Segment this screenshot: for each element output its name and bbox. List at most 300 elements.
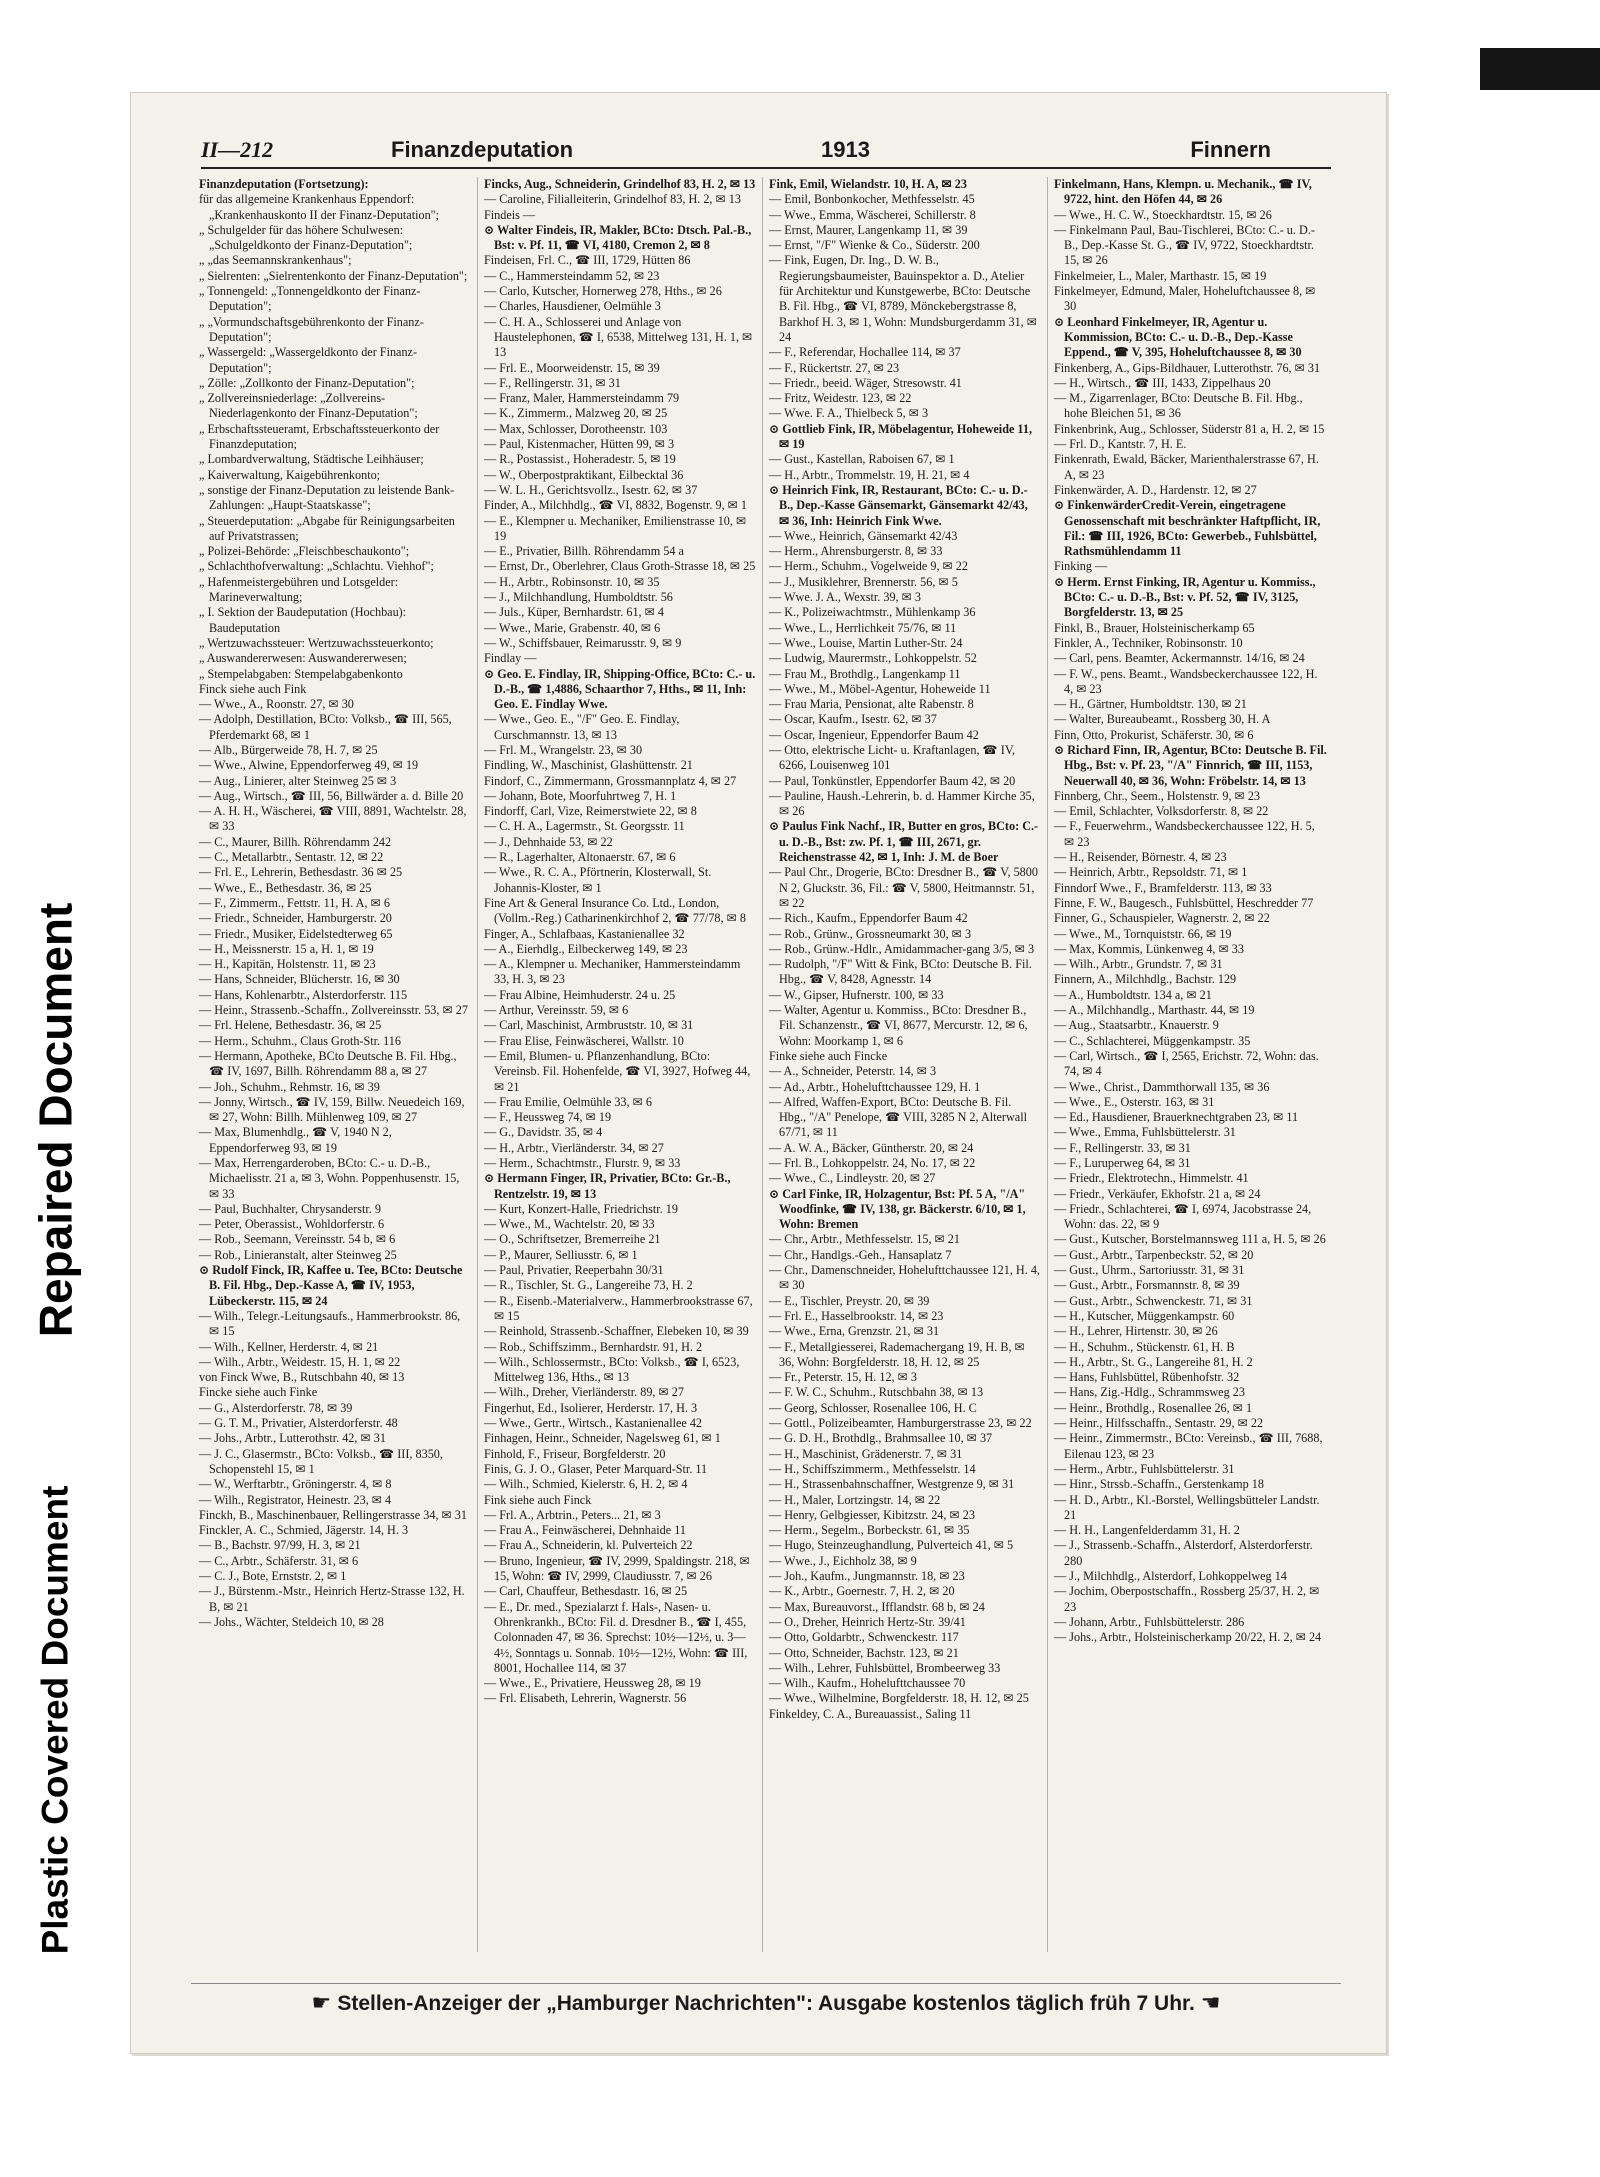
directory-entry: — Georg, Schlosser, Rosenallee 106, H. C [769, 1400, 977, 1415]
directory-entry: Finis, G. J. O., Glaser, Peter Marquard-Str. 11 [484, 1461, 708, 1476]
directory-entry: — F., Metallgiesserei, Rademachergang 19, H. B, ✉ 36, Wohn: Borgfelderstr. 18, H. 12, ✉ 25 [769, 1339, 1025, 1369]
directory-entry: Finne, F. W., Baugesch., Fuhlsbüttel, Heschredder 77 [1054, 895, 1314, 910]
directory-entry: — Chr., Handlgs.-Geh., Hansaplatz 7 [769, 1247, 952, 1262]
directory-entry: — Carl, pens. Beamter, Ackermannstr. 14/16, ✉ 24 [1054, 651, 1305, 666]
directory-entry: ⊙ FinkenwärderCredit-Verein, eingetragene Genossenschaft mit beschränkter Haftpflicht, IR, Fil.: ☎ III, 1926, BCto: Gewerbeb., Fuhlsbüttel, Rathsmühlendamm 11 [1054, 498, 1321, 559]
directory-entry: — Wwe., L., Herrlichkeit 75/76, ✉ 11 [769, 620, 957, 635]
directory-entry: — Frau M., Brothdlg., Langenkamp 11 [769, 666, 961, 681]
directory-entry: — Chr., Arbtr., Methfesselstr. 15, ✉ 21 [769, 1232, 960, 1247]
directory-entry: — Carlo, Kutscher, Hornerweg 278, Hths., ✉ 26 [484, 284, 722, 299]
directory-entry: — Rob., Seemann, Vereinsstr. 54 b, ✉ 6 [199, 1232, 396, 1247]
directory-entry: — H., Maschinist, Grädenerstr. 7, ✉ 31 [769, 1446, 963, 1461]
directory-entry: — F., Heussweg 74, ✉ 19 [484, 1110, 612, 1125]
directory-entry: — Heinr., Strassenb.-Schaffn., Zollvereinsstr. 53, ✉ 27 [199, 1003, 468, 1018]
directory-entry: ⊙ Leonhard Finkelmeyer, IR, Agentur u. Kommission, BCto: C.- u. D.-B., Dep.-Kasse Eppend., ☎ V, 395, Hoheluftchaussee 8, ✉ 30 [1054, 314, 1302, 360]
directory-entry: — Hans, Fuhlsbüttel, Rübenhofstr. 32 [1054, 1370, 1240, 1385]
directory-entry: — O., Schriftsetzer, Bremerreihe 21 [484, 1232, 661, 1247]
directory-entry: „ Steuerdeputation: „Abgabe für Reinigungsarbeiten auf Privatstrassen; [199, 513, 455, 543]
directory-entry: ⊙ Gottlieb Fink, IR, Möbelagentur, Hoheweide 11, ✉ 19 [769, 421, 1032, 452]
directory-entry: — Frl. E., Lehrerin, Bethesdastr. 36 ✉ 25 [199, 865, 403, 880]
directory-entry: — Wwe., A., Roonstr. 27, ✉ 30 [199, 697, 354, 712]
directory-entry: — Frl. M., Wrangelstr. 23, ✉ 30 [484, 742, 643, 757]
directory-entry: — G. T. M., Privatier, Alsterdorferstr. 48 [199, 1416, 398, 1431]
directory-entry: — H., Meissnerstr. 15 a, H. 1, ✉ 19 [199, 941, 374, 956]
directory-entry: „ Zölle: „Zollkonto der Finanz-Deputation"; [199, 375, 415, 390]
column-3 [763, 177, 1048, 1952]
directory-entry: Finner, G., Schauspieler, Wagnerstr. 2, ✉ 22 [1054, 911, 1270, 926]
directory-entry: — G., Davidstr. 35, ✉ 4 [484, 1125, 603, 1140]
directory-entry: — K., Polizeiwachtmstr., Mühlenkamp 36 [769, 605, 976, 620]
directory-entry: — A., Schneider, Peterstr. 14, ✉ 3 [769, 1064, 937, 1079]
directory-entry: — R., Tischler, St. G., Langereihe 73, H. 2 [484, 1278, 693, 1293]
directory-entry: — Rob., Grünw.-Hdlr., Amidammacher-gang 3/5, ✉ 3 [769, 941, 1035, 956]
directory-entry: — Juls., Küper, Bernhardstr. 61, ✉ 4 [484, 605, 664, 620]
directory-entry: — Ludwig, Maurermstr., Lohkoppelstr. 52 [769, 651, 977, 666]
directory-entry: — Paul, Kistenmacher, Hütten 99, ✉ 3 [484, 437, 675, 452]
directory-entry: — Wwe., H. C. W., Stoeckhardtstr. 15, ✉ 26 [1054, 207, 1272, 222]
directory-entry: Finkler, A., Techniker, Robinsonstr. 10 [1054, 635, 1243, 650]
directory-entry: Finking — [1054, 559, 1108, 574]
directory-entry: — H., Arbtr., St. G., Langereihe 81, H. 2 [1054, 1354, 1253, 1369]
directory-entry: — F., Luruperweg 64, ✉ 31 [1054, 1156, 1191, 1170]
directory-entry: — Wwe., Gertr., Wirtsch., Kastanienallee 42 [484, 1416, 703, 1431]
directory-entry: — Rob., Schiffszimm., Bernhardstr. 91, H. 2 [484, 1339, 703, 1354]
directory-entry: „ Stempelabgaben: Stempelabgabenkonto [199, 666, 403, 681]
directory-entry: — O., Dreher, Heinrich Hertz-Str. 39/41 [769, 1614, 966, 1629]
directory-entry: — Gust., Kutscher, Borstelmannsweg 111 a, H. 5, ✉ 26 [1054, 1232, 1326, 1247]
directory-entry: „ Kaiverwaltung, Kaigebührenkonto; [199, 467, 381, 482]
directory-entry: Finger, A., Schlafbaas, Kastanienallee 32 [484, 926, 685, 941]
directory-entry: — J., Milchhandlung, Humboldtstr. 56 [484, 590, 673, 605]
directory-entry: — Johann, Arbtr., Fuhlsbüttelerstr. 286 [1054, 1614, 1245, 1629]
directory-entry: — Herm., Schachtmstr., Flurstr. 9, ✉ 33 [484, 1156, 681, 1170]
directory-entry: — H., Arbtr., Vierländerstr. 34, ✉ 27 [484, 1140, 664, 1155]
directory-entry: — H., Kutscher, Müggenkampstr. 60 [1054, 1308, 1235, 1323]
directory-entry: — Friedr., Elektrotechn., Himmelstr. 41 [1054, 1171, 1249, 1186]
directory-entry: — Rudolph, "/F" Witt & Fink, BCto: Deutsche B. Fil. Hbg., ☎ V, 8428, Agnesstr. 14 [769, 957, 1032, 987]
directory-entry: — Walter, Bureaubeamt., Rossberg 30, H. A [1054, 712, 1271, 727]
directory-entry: — H. H., Langenfelderdamm 31, H. 2 [1054, 1523, 1240, 1538]
directory-entry: „ I. Sektion der Baudeputation (Hochbau): Baudeputation [199, 605, 407, 635]
directory-entry: — Wwe. F. A., Thielbeck 5, ✉ 3 [769, 406, 929, 421]
directory-entry: — B., Bachstr. 97/99, H. 3, ✉ 21 [199, 1538, 361, 1553]
directory-entry: — Charles, Hausdiener, Oelmühle 3 [484, 299, 661, 314]
directory-entry: — Herm., Schuhm., Claus Groth-Str. 116 [199, 1033, 401, 1048]
directory-entry: — Johs., Arbtr., Holsteinischerkamp 20/22, H. 2, ✉ 24 [1054, 1630, 1322, 1645]
directory-entry: — Max, Schlosser, Dorotheenstr. 103 [484, 421, 668, 436]
directory-entry: — Friedr., Schlachterei, ☎ I, 6974, Jacobstrasse 24, Wohn: das. 22, ✉ 9 [1054, 1201, 1312, 1232]
directory-entry: „ Polizei-Behörde: „Fleischbeschaukonto"; [199, 544, 410, 559]
directory-entry: — H., Wirtsch., ☎ III, 1433, Zippelhaus 20 [1054, 375, 1271, 390]
directory-entry: — Max, Kommis, Lünkenweg 4, ✉ 33 [1054, 941, 1244, 956]
directory-entry: — Wwe., E., Bethesdastr. 36, ✉ 25 [199, 880, 372, 895]
directory-entry: — R., Postassist., Hoheradestr. 5, ✉ 19 [484, 452, 676, 467]
directory-entry: — H., Gärtner, Humboldtstr. 130, ✉ 21 [1054, 697, 1247, 712]
directory-entry: — Heinrich, Arbtr., Repsoldstr. 71, ✉ 1 [1054, 865, 1248, 880]
directory-entry: — Friedr., Musiker, Eidelstedterweg 65 [199, 926, 393, 941]
directory-entry: „ „das Seemannskrankenhaus"; [199, 253, 352, 268]
directory-entry: — H., Kapitän, Holstenstr. 11, ✉ 23 [199, 957, 376, 972]
directory-entry: — Alb., Bürgerweide 78, H. 7, ✉ 25 [199, 742, 378, 757]
directory-entry: „ Zollvereinsniederlage: „Zollvereins-Niederlagenkonto der Finanz-Deputation"; [199, 391, 418, 421]
directory-entry: „ sonstige der Finanz-Deputation zu leistende Bank-Zahlungen: „Haupt-Staatskasse"; [199, 482, 455, 513]
directory-entry: — Gust., Kastellan, Raboisen 67, ✉ 1 [769, 452, 955, 467]
directory-entry: — Wilh., Schlossermstr., BCto: Volksb., ☎ I, 6523, Mittelweg 136, Hths., ✉ 13 [484, 1354, 740, 1385]
directory-entry: — Wwe. J. A., Wexstr. 39, ✉ 3 [769, 590, 921, 605]
directory-entry: Finke siehe auch Fincke [769, 1048, 888, 1063]
directory-entry: — Herm., Arbtr., Fuhlsbüttelerstr. 31 [1054, 1461, 1235, 1476]
directory-entry: — Friedr., Verkäufer, Ekhofstr. 21 a, ✉ 24 [1054, 1186, 1261, 1201]
directory-entry: — Frau Albine, Heimhuderstr. 24 u. 25 [484, 987, 676, 1002]
directory-entry: „ Auswandererwesen: Auswandererwesen; [199, 651, 407, 666]
directory-entry: Finck siehe auch Fink [199, 681, 307, 696]
directory-entry: — W., Werftarbtr., Gröningerstr. 4, ✉ 8 [199, 1477, 392, 1492]
directory-entry: — Frl. A., Arbtrin., Peters... 21, ✉ 3 [484, 1507, 661, 1522]
directory-entry: Finhold, F., Friseur, Borgfelderstr. 20 [484, 1446, 666, 1461]
directory-entry: — Wwe., C., Lindleystr. 20, ✉ 27 [769, 1171, 936, 1186]
year: 1913 [821, 137, 870, 162]
directory-entry: — H., Reisender, Börnestr. 4, ✉ 23 [1054, 850, 1227, 865]
directory-entry: — Wwe., Wilhelmine, Borgfelderstr. 18, H. 12, ✉ 25 [769, 1691, 1029, 1706]
directory-entry: „ Wertzuwachssteuer: Wertzuwachssteuerkonto; [199, 635, 434, 650]
directory-entry: Finkelmeier, L., Maler, Marthastr. 15, ✉ 19 [1054, 268, 1267, 283]
directory-entry: — K., Zimmerm., Malzweg 20, ✉ 25 [484, 406, 668, 421]
directory-entry: — F., Referendar, Hochallee 114, ✉ 37 [769, 345, 961, 360]
directory-entry: — Wwe., Emma, Fuhlsbüttelerstr. 31 [1054, 1125, 1236, 1140]
directory-entry: — Rob., Grünw., Grossneumarkt 30, ✉ 3 [769, 926, 972, 941]
directory-entry: — Ernst, "/F" Wienke & Co., Süderstr. 200 [769, 238, 980, 253]
directory-entry: Fingerhut, Ed., Isolierer, Herderstr. 17, H. 3 [484, 1400, 698, 1415]
directory-entry: — H., Arbtr., Robinsonstr. 10, ✉ 35 [484, 574, 660, 589]
directory-entry: — J. C., Glasermstr., BCto: Volksb., ☎ III, 8350, Schopenstehl 15, ✉ 1 [199, 1446, 443, 1476]
directory-entry: — J., Musiklehrer, Brennerstr. 56, ✉ 5 [769, 574, 958, 589]
directory-entry: — Adolph, Destillation, BCto: Volksb., ☎ III, 565, Pferdemarkt 68, ✉ 1 [199, 712, 452, 742]
directory-entry: — P., Maurer, Selliusstr. 6, ✉ 1 [484, 1247, 638, 1262]
directory-entry: Finkelmeyer, Edmund, Maler, Hoheluftchaussee 8, ✉ 30 [1054, 284, 1316, 314]
directory-entry: — Gust., Uhrm., Sartoriusstr. 31, ✉ 31 [1054, 1263, 1245, 1278]
directory-entry: — Frau Elise, Feinwäscherei, Wallstr. 10 [484, 1033, 684, 1048]
directory-entry: — Jonny, Wirtsch., ☎ IV, 159, Billw. Neuedeich 169, ✉ 27, Wohn: Billh. Mühlenweg 109, ✉ 27 [199, 1094, 465, 1125]
directory-page [130, 92, 1387, 2054]
directory-entry: Finkeldey, C. A., Bureauassist., Saling 11 [769, 1706, 972, 1721]
directory-entry: — J., Milchhdlg., Alsterdorf, Lohkoppelweg 14 [1054, 1569, 1287, 1584]
directory-entry: — Pauline, Haush.-Lehrerin, b. d. Hammer Kirche 35, ✉ 26 [769, 788, 1035, 819]
directory-entry: Finckh, B., Maschinenbauer, Rellingerstrasse 34, ✉ 31 [199, 1507, 467, 1522]
directory-entry: „ Schulgelder für das höhere Schulwesen: „Schulgeldkonto der Finanz-Deputation"; [199, 222, 413, 253]
directory-entry: — Henry, Gelbgiesser, Kibitzstr. 24, ✉ 23 [769, 1507, 975, 1522]
directory-entry: von Finck Wwe, B., Rutschbahn 40, ✉ 13 [199, 1370, 405, 1385]
directory-entry: „ Erbschaftssteueramt, Erbschaftssteuerkonto der Finanzdeputation; [199, 421, 440, 452]
directory-entry: — Wilh., Kaufm., Hohelufttchaussee 70 [769, 1676, 966, 1691]
directory-entry: Findeisen, Frl. C., ☎ III, 1729, Hütten 86 [484, 253, 691, 268]
directory-entry: — F., Rellingerstr. 33, ✉ 31 [1054, 1140, 1191, 1155]
directory-entry: Finkenrath, Ewald, Bäcker, Marienthalerstrasse 67, H. A, ✉ 23 [1054, 452, 1319, 482]
directory-entry: — Joh., Kaufm., Jungmannstr. 18, ✉ 23 [769, 1569, 965, 1584]
directory-entry: „ Lombardverwaltung, Städtische Leihhäuser; [199, 452, 424, 467]
directory-entry: — Wwe., Erna, Grenzstr. 21, ✉ 31 [769, 1324, 940, 1339]
directory-entry: — J., Dehnhaide 53, ✉ 22 [484, 834, 613, 849]
directory-entry: — J., Strassenb.-Schaffn., Alsterdorf, Alsterdorferstr. 280 [1054, 1538, 1313, 1568]
directory-entry: — Wilh., Schmied, Kielerstr. 6, H. 2, ✉ 4 [484, 1477, 688, 1492]
directory-entry: — C. J., Bote, Ernststr. 2, ✉ 1 [199, 1569, 347, 1584]
directory-entry: — Ernst, Dr., Oberlehrer, Claus Groth-Strasse 18, ✉ 25 [484, 559, 756, 574]
directory-entry: Finndorf Wwe., F., Bramfelderstr. 113, ✉ 33 [1054, 880, 1272, 895]
directory-entry: — Max, Herrengarderoben, BCto: C.- u. D.-B., Michaelisstr. 21 a, ✉ 3, Wohn. Poppenhusenstr. 15, ✉ 33 [199, 1156, 460, 1201]
directory-entry: ⊙ Walter Findeis, IR, Makler, BCto: Dtsch. Pal.-B., Bst: v. Pf. 11, ☎ VI, 4180, Cremon 2, ✉ 8 [484, 222, 752, 253]
directory-entry: — Otto, elektrische Licht- u. Kraftanlagen, ☎ IV, 6266, Louisenweg 101 [769, 742, 1016, 773]
directory-entry: — H., Arbtr., Trommelstr. 19, H. 21, ✉ 4 [769, 467, 970, 482]
directory-entry: — Chr., Damenschneider, Hohelufttchaussee 121, H. 4, ✉ 30 [769, 1263, 1040, 1293]
directory-entry: — C. H. A., Lagermstr., St. Georgsstr. 11 [484, 819, 685, 834]
directory-entry: „ Schlachthofverwaltung: „Schlachtu. Viehhof"; [199, 559, 434, 574]
footer-text: Stellen-Anzeiger der „Hamburger Nachrichten": Ausgabe kostenlos täglich früh 7 Uhr. [337, 1992, 1195, 2015]
directory-entry: — Heinr., Zimmermstr., BCto: Vereinsb., ☎ III, 7688, Eilenau 123, ✉ 23 [1054, 1431, 1323, 1461]
directory-entry: — Friedr., beeid. Wäger, Stresowstr. 41 [769, 375, 962, 390]
directory-entry: Fine Art & General Insurance Co. Ltd., London, (Vollm.-Reg.) Catharinenkirchhof 2, ☎ 77/78, ✉ 8 [484, 895, 746, 926]
directory-entry: — F., Zimmerm., Fettstr. 11, H. A, ✉ 6 [199, 895, 390, 910]
directory-entry: — Joh., Schuhm., Rehmstr. 16, ✉ 39 [199, 1079, 380, 1094]
directory-entry: — Max, Blumenhdlg., ☎ V, 1940 N 2, Eppendorferweg 93, ✉ 19 [199, 1125, 392, 1155]
directory-entry: — Carl, Maschinist, Armbruststr. 10, ✉ 31 [484, 1018, 694, 1033]
directory-entry: — H., Maler, Lortzingstr. 14, ✉ 22 [769, 1492, 941, 1507]
directory-entry: — Wwe., Alwine, Eppendorferweg 49, ✉ 19 [199, 758, 419, 773]
directory-entry: — Wwe., Marie, Grabenstr. 40, ✉ 6 [484, 620, 661, 635]
directory-entry: Fincke siehe auch Finke [199, 1385, 318, 1400]
directory-entry: — E., Privatier, Billh. Röhrendamm 54 a [484, 544, 684, 559]
directory-entry: Findorff, Carl, Vize, Reimerstwiete 22, ✉ 8 [484, 804, 697, 819]
directory-entry: — Wwe., E., Privatiere, Heussweg 28, ✉ 19 [484, 1676, 701, 1691]
directory-entry: für das allgemeine Krankenhaus Eppendorf: „Krankenhauskonto II der Finanz-Deputation"; [199, 192, 440, 222]
section-title: Finanzdeputation [391, 137, 574, 162]
footer-advert [191, 1983, 1341, 2016]
directory-entry: — A., Klempner u. Mechaniker, Hammersteindamm 33, H. 3, ✉ 23 [484, 957, 741, 987]
directory-entry: — R., Eisenb.-Materialverw., Hammerbrookstrasse 67, ✉ 15 [484, 1293, 753, 1323]
directory-entry: — Hermann, Apotheke, BCto Deutsche B. Fil. Hbg., ☎ IV, 1697, Billh. Röhrendamm 88 a, ✉ 27 [199, 1048, 457, 1079]
directory-entry: „ „Vormundschaftsgebührenkonto der Finanz-Deputation"; [199, 314, 424, 344]
directory-entry: — Ad., Arbtr., Hohelufttchaussee 129, H. 1 [769, 1079, 981, 1094]
scan-edge-bar [1480, 48, 1600, 90]
directory-columns [193, 177, 1333, 1952]
directory-entry: — Bruno, Ingenieur, ☎ IV, 2999, Spaldingstr. 218, ✉ 15, Wohn: ☎ IV, 2999, Claudiusstr. 7, ✉ 26 [484, 1553, 750, 1584]
directory-entry: — Frl. E., Moorweidenstr. 15, ✉ 39 [484, 360, 660, 375]
directory-entry: — Frl. Elisabeth, Lehrerin, Wagnerstr. 56 [484, 1691, 687, 1706]
directory-entry: — W., Gipser, Hufnerstr. 100, ✉ 33 [769, 987, 944, 1002]
directory-entry: — F., Rellingerstr. 31, ✉ 31 [484, 375, 621, 390]
directory-entry: — Rich., Kaufm., Eppendorfer Baum 42 [769, 911, 968, 926]
directory-entry: — A. W. A., Bäcker, Güntherstr. 20, ✉ 24 [769, 1140, 974, 1155]
page-number: II—212 [201, 137, 274, 162]
directory-entry: — Wwe., R. C. A., Pförtnerin, Klosterwall, St. Johannis-Kloster, ✉ 1 [484, 865, 712, 895]
directory-entry: — G., Alsterdorferstr. 78, ✉ 39 [199, 1400, 353, 1415]
directory-entry: — Fritz, Weidestr. 123, ✉ 22 [769, 391, 912, 406]
directory-entry: Finkenwärder, A. D., Hardenstr. 12, ✉ 27 [1054, 482, 1257, 497]
directory-entry: — Kurt, Konzert-Halle, Friedrichstr. 19 [484, 1201, 678, 1216]
directory-entry: — Franz, Maler, Hammersteindamm 79 [484, 391, 680, 406]
directory-entry: — C., Arbtr., Schäferstr. 31, ✉ 6 [199, 1553, 359, 1568]
directory-entry: Fincks, Aug., Schneiderin, Grindelhof 83, H. 2, ✉ 13 [484, 177, 756, 191]
directory-entry: — M., Zigarrenlager, BCto: Deutsche B. Fil. Hbg., hohe Bleichen 51, ✉ 36 [1054, 391, 1303, 421]
directory-entry: — E., Dr. med., Spezialarzt f. Hals-, Nasen- u. Ohrenkrankh., BCto: Fil. d. Dresdner B., ☎ I, 455, Colonnaden 47, ✉ 36. Sprechst: 10½—12½, u. 3—4½, Sonntags u. Sonnab. 10½—12½, Wohn: ☎ III, 8001, Hochallee 114, ✉ 37 [484, 1599, 748, 1675]
directory-entry: — Frau A., Schneiderin, kl. Pulverteich 22 [484, 1538, 693, 1553]
directory-entry: — K., Arbtr., Goernestr. 7, H. 2, ✉ 20 [769, 1584, 955, 1599]
directory-entry: — A. H. H., Wäscherei, ☎ VIII, 8891, Wachtelstr. 28, ✉ 33 [199, 804, 467, 834]
directory-entry: — H. D., Arbtr., Kl.-Borstel, Wellingsbütteler Landstr. 21 [1054, 1492, 1320, 1522]
directory-entry: „ Sielrenten: „Sielrentenkonto der Finanz-Deputation"; [199, 268, 468, 283]
directory-entry: — Emil, Bonbonkocher, Methfesselstr. 45 [769, 192, 975, 207]
directory-entry: ⊙ Geo. E. Findlay, IR, Shipping-Office, BCto: C.- u. D.-B., ☎ 1,4886, Schaarthor 7, Hths., ✉ 11, Inh: Geo. E. Findlay Wwe. [484, 666, 756, 712]
directory-entry: — Wwe., M., Wachtelstr. 20, ✉ 33 [484, 1217, 655, 1232]
directory-entry: — Otto, Schneider, Bachstr. 123, ✉ 21 [769, 1645, 959, 1660]
directory-entry: — Max, Bureauvorst., Ifflandstr. 68 b, ✉ 24 [769, 1599, 985, 1614]
directory-entry: — F. W., pens. Beamt., Wandsbeckerchaussee 122, H. 4, ✉ 23 [1054, 666, 1318, 696]
directory-entry: — H., Strassenbahnschaffner, Westgrenze 9, ✉ 31 [769, 1477, 1015, 1492]
plastic-covered-label: Plastic Covered Document [34, 1485, 75, 1955]
directory-entry: — F., Rückertstr. 27, ✉ 23 [769, 360, 900, 375]
directory-entry: — Paul, Buchhalter, Chrysanderstr. 9 [199, 1201, 381, 1216]
directory-entry: — Wilh., Arbtr., Grundstr. 7, ✉ 31 [1054, 957, 1223, 972]
column-2 [478, 177, 763, 1952]
repaired-document-label: Repaired Document [29, 902, 81, 1338]
directory-entry: — Wwe., Louise, Martin Luther-Str. 24 [769, 635, 963, 650]
directory-entry: — Paul Chr., Drogerie, BCto: Dresdner B., ☎ V, 5800 N 2, Gluckstr. 36, Fil.: ☎ V, 5800, Heitmannstr. 51, ✉ 22 [769, 865, 1038, 910]
directory-entry: — Hans, Schneider, Blücherstr. 16, ✉ 30 [199, 972, 400, 987]
name-range: Finnern [1190, 137, 1271, 162]
pointing-hand-icon: ☛ [311, 1990, 338, 2015]
directory-entry: — Wilh., Dreher, Vierländerstr. 89, ✉ 27 [484, 1385, 684, 1400]
directory-entry: — C., Hammersteindamm 52, ✉ 23 [484, 268, 660, 283]
directory-entry: — Oscar, Kaufm., Isestr. 62, ✉ 37 [769, 712, 937, 727]
directory-entry: Findeis — [484, 207, 536, 222]
directory-entry: Finkenbrink, Aug., Schlosser, Süderstr 81 a, H. 2, ✉ 15 [1054, 421, 1325, 436]
directory-entry: — R., Lagerhalter, Altonaerstr. 67, ✉ 6 [484, 850, 676, 865]
directory-entry: ⊙ Rudolf Finck, IR, Kaffee u. Tee, BCto: Deutsche B. Fil. Hbg., Dep.-Kasse A, ☎ IV, 1953, Lübeckerstr. 115, ✉ 24 [199, 1263, 463, 1308]
directory-entry: — Frau Emilie, Oelmühle 33, ✉ 6 [484, 1094, 652, 1109]
directory-entry: Fink, Emil, Wielandstr. 10, H. A, ✉ 23 [769, 177, 967, 191]
directory-entry: Finkl, B., Brauer, Holsteinischerkamp 65 [1054, 620, 1255, 635]
directory-entry: — Heinr., Hilfsschaffn., Sentastr. 29, ✉ 22 [1054, 1416, 1264, 1431]
directory-entry: Finn, Otto, Prokurist, Schäferstr. 30, ✉ 6 [1054, 727, 1254, 742]
directory-entry: — Finkelmann Paul, Bau-Tischlerei, BCto: C.- u. D.-B., Dep.-Kasse St. G., ☎ IV, 9722, Stoeckhardtstr. 15, ✉ 26 [1054, 222, 1315, 268]
directory-entry: — Friedr., Schneider, Hamburgerstr. 20 [199, 911, 392, 926]
pointing-hand-icon: ☚ [1200, 1990, 1221, 2015]
directory-entry: — Aug., Wirtsch., ☎ III, 56, Billwärder a. d. Bille 20 [199, 788, 464, 803]
directory-entry: Fink siehe auch Finck [484, 1492, 592, 1507]
directory-entry: — Fink, Eugen, Dr. Ing., D. W. B., Regierungsbaumeister, Bauinspektor a. D., Atelier für Architektur und Kunstgewerbe, BCto: Deutsche B. Fil. Hbg., ☎ VI, 8789, Mönckebergstrasse 8, Barkhof H. 3, ✉ 1, Wohn: Mundsburgerdamm 31, ✉ 24 [769, 253, 1037, 344]
directory-entry: — Arthur, Vereinsstr. 59, ✉ 6 [484, 1003, 629, 1018]
directory-entry: — Wwe., Heinrich, Gänsemarkt 42/43 [769, 528, 958, 543]
directory-entry: — A., Eierhdlg., Eilbeckerweg 149, ✉ 23 [484, 941, 688, 956]
directory-entry: — H., Lehrer, Hirtenstr. 30, ✉ 26 [1054, 1324, 1218, 1339]
directory-entry: — Herm., Schuhm., Vogelweide 9, ✉ 22 [769, 559, 968, 574]
directory-entry: — Gottl., Polizeibeamter, Hamburgerstrasse 23, ✉ 22 [769, 1416, 1032, 1431]
directory-entry: — H., Schiffszimmerm., Methfesselstr. 14 [769, 1461, 976, 1476]
directory-entry: ⊙ Richard Finn, IR, Agentur, BCto: Deutsche B. Fil. Hbg., Bst: v. Pf. 23, "/A" Finnrich, ☎ III, 1153, Neuerwall 40, ✉ 36, Wohn: Fröbelstr. 14, ✉ 13 [1054, 742, 1327, 788]
directory-entry: — Gust., Arbtr., Schwenckestr. 71, ✉ 31 [1054, 1293, 1253, 1308]
directory-entry: — Hinr., Strssb.-Schaffn., Gerstenkamp 18 [1054, 1477, 1264, 1492]
directory-entry: — Gust., Arbtr., Tarpenbeckstr. 52, ✉ 20 [1054, 1247, 1254, 1262]
directory-entry: — Wwe., Emma, Wäscherei, Schillerstr. 8 [769, 207, 976, 222]
directory-entry: — Johann, Bote, Moorfuhrtweg 7, H. 1 [484, 788, 677, 803]
directory-entry: — Wilh., Registrator, Heinestr. 23, ✉ 4 [199, 1492, 392, 1507]
directory-entry: Findling, W., Maschinist, Glashüttenstr. 21 [484, 758, 693, 773]
directory-entry: — Hans, Kohlenarbtr., Alsterdorferstr. 115 [199, 987, 408, 1002]
directory-entry: — F., Feuerwehrm., Wandsbeckerchaussee 122, H. 5, ✉ 23 [1054, 819, 1315, 849]
directory-entry: — E., Klempner u. Mechaniker, Emilienstrasse 10, ✉ 19 [484, 513, 747, 543]
directory-entry: — C. H. A., Schlosserei und Anlage von Haustelephonen, ☎ I, 6538, Mittelweg 131, H. 1, ✉ 13 [484, 314, 753, 360]
directory-entry: — C., Maurer, Billh. Röhrendamm 242 [199, 834, 392, 849]
directory-entry: — Alfred, Waffen-Export, BCto: Deutsche B. Fil. Hbg., "/A" Penelope, ☎ VIII, 3285 N 2, Alterwall 67/71, ✉ 11 [769, 1094, 1027, 1140]
directory-entry: — Aug., Linierer, alter Steinweg 25 ✉ 3 [199, 773, 397, 788]
directory-entry: — Paul, Tonkünstler, Eppendorfer Baum 42, ✉ 20 [769, 773, 1016, 788]
directory-entry: — Hans, Zig.-Hdlg., Schrammsweg 23 [1054, 1385, 1245, 1400]
directory-entry: — C., Schlachterei, Müggenkampstr. 35 [1054, 1033, 1251, 1048]
directory-entry: — Frl. D., Kantstr. 7, H. E. [1054, 437, 1187, 452]
directory-entry: — Herm., Segelm., Borbeckstr. 61, ✉ 35 [769, 1523, 970, 1538]
directory-entry: Finder, A., Milchhdlg., ☎ VI, 8832, Bogenstr. 9, ✉ 1 [484, 498, 748, 513]
directory-entry: ⊙ Heinrich Fink, IR, Restaurant, BCto: C.- u. D.-B., Dep.-Kasse Gänsemarkt, Gänsemarkt 42/43, ✉ 36, Inh: Heinrich Fink Wwe. [769, 482, 1028, 528]
directory-entry: — E., Tischler, Preystr. 20, ✉ 39 [769, 1293, 930, 1308]
directory-entry: „ Tonnengeld: „Tonnengeldkonto der Finanz-Deputation"; [199, 284, 421, 314]
directory-entry: — Wwe., J., Eichholz 38, ✉ 9 [769, 1553, 917, 1568]
directory-entry: — Hugo, Steinzeughandlung, Pulverteich 41, ✉ 5 [769, 1538, 1014, 1553]
directory-entry: — Wilh., Arbtr., Weidestr. 15, H. 1, ✉ 22 [199, 1354, 401, 1369]
directory-entry: — Fr., Peterstr. 15, H. 12, ✉ 3 [769, 1370, 917, 1385]
directory-entry: — Otto, Goldarbtr., Schwenckestr. 117 [769, 1630, 959, 1645]
directory-entry: — Emil, Blumen- u. Pflanzenhandlung, BCto: Vereinsb. Fil. Hohenfelde, ☎ VI, 3927, Hofweg 44, ✉ 21 [484, 1048, 751, 1094]
directory-entry: — Ed., Hausdiener, Brauerknechtgraben 23, ✉ 11 [1054, 1110, 1299, 1125]
directory-entry: — W., Oberpostpraktikant, Eilbecktal 36 [484, 467, 684, 482]
directory-entry: „ Hafenmeistergebühren und Lotsgelder: Marineverwaltung; [199, 574, 399, 605]
directory-entry: — Frl. Helene, Bethesdastr. 36, ✉ 25 [199, 1018, 382, 1033]
directory-entry: — G. D. H., Brothdlg., Brahmsallee 10, ✉ 37 [769, 1431, 993, 1446]
directory-entry: — Caroline, Filialleiterin, Grindelhof 83, H. 2, ✉ 13 [484, 192, 741, 207]
directory-entry: — Frl. E., Hasselbrookstr. 14, ✉ 23 [769, 1308, 944, 1323]
directory-entry: — W. L. H., Gerichtsvollz., Isestr. 62, ✉ 37 [484, 482, 698, 497]
directory-entry: „ Wassergeld: „Wassergeldkonto der Finanz-Deputation"; [199, 345, 418, 375]
directory-entry: — Aug., Staatsarbtr., Knauerstr. 9 [1054, 1018, 1219, 1033]
directory-entry: — Walter, Agentur u. Kommiss., BCto: Dresdner B., Fil. Schanzenstr., ☎ VI, 8677, Mercurstr. 12, ✉ 6, Wohn: Moorkamp 1, ✉ 6 [769, 1003, 1028, 1048]
directory-entry: Finnern, A., Milchhdlg., Bachstr. 129 [1054, 972, 1237, 987]
directory-entry: — Peter, Oberassist., Wohldorferstr. 6 [199, 1217, 385, 1232]
directory-entry: — Rob., Linieranstalt, alter Steinweg 25 [199, 1247, 397, 1262]
directory-entry: Finhagen, Heinr., Schneider, Nagelsweg 61, ✉ 1 [484, 1431, 721, 1446]
directory-entry: — Emil, Schlachter, Volksdorferstr. 8, ✉ 22 [1054, 804, 1269, 819]
directory-entry: Finckler, A. C., Schmied, Jägerstr. 14, H. 3 [199, 1523, 409, 1538]
directory-entry: — Frl. B., Lohkoppelstr. 24, No. 17, ✉ 22 [769, 1156, 976, 1170]
directory-entry: — Frau A., Feinwäscherei, Dehnhaide 11 [484, 1523, 686, 1538]
directory-entry: — Gust., Arbtr., Forsmannstr. 8, ✉ 39 [1054, 1278, 1240, 1293]
directory-entry: — Johs., Wächter, Steldeich 10, ✉ 28 [199, 1614, 384, 1629]
column-1 [193, 177, 478, 1952]
directory-entry: — C., Metallarbtr., Sentastr. 12, ✉ 22 [199, 850, 384, 865]
directory-entry: — Wilh., Kellner, Herderstr. 4, ✉ 21 [199, 1339, 379, 1354]
page-header [201, 137, 1331, 169]
directory-entry: Finkenberg, A., Gips-Bildhauer, Lutterothstr. 76, ✉ 31 [1054, 360, 1321, 375]
directory-entry: — Herm., Ahrensburgerstr. 8, ✉ 33 [769, 544, 943, 559]
directory-entry: ⊙ Herm. Ernst Finking, IR, Agentur u. Kommiss., BCto: C.- u. D.-B., Bst: v. Pf. 52, ☎ IV, 3125, Borgfelderstr. 13, ✉ 25 [1054, 574, 1316, 620]
directory-entry: Finnberg, Chr., Seem., Holstenstr. 9, ✉ 23 [1054, 788, 1261, 803]
directory-entry: — J., Bürstenm.-Mstr., Heinrich Hertz-Strasse 132, H. B, ✉ 21 [199, 1584, 465, 1614]
directory-entry: — Frau Maria, Pensionat, alte Rabenstr. 8 [769, 697, 974, 712]
directory-entry: — A., Humboldtstr. 134 a, ✉ 21 [1054, 987, 1212, 1002]
directory-entry: — Oscar, Ingenieur, Eppendorfer Baum 42 [769, 727, 979, 742]
directory-entry: Finkelmann, Hans, Klempn. u. Mechanik., ☎ IV, 9722, hint. den Höfen 44, ✉ 26 [1054, 177, 1312, 207]
directory-entry: — Wwe., E., Osterstr. 163, ✉ 31 [1054, 1094, 1215, 1109]
directory-entry: Findorf, C., Zimmermann, Grossmannplatz 4, ✉ 27 [484, 773, 737, 788]
directory-entry: — Wilh., Telegr.-Leitungsaufs., Hammerbrookstr. 86, ✉ 15 [199, 1308, 461, 1339]
directory-entry: Findlay — [484, 651, 537, 666]
directory-entry: ⊙ Paulus Fink Nachf., IR, Butter en gros, BCto: C.- u. D.-B., Bst: zw. Pf. 1, ☎ III, 2671, gr. Reichenstrasse 42, ✉ 1, Inh: J. M. de Boer [769, 819, 1039, 865]
